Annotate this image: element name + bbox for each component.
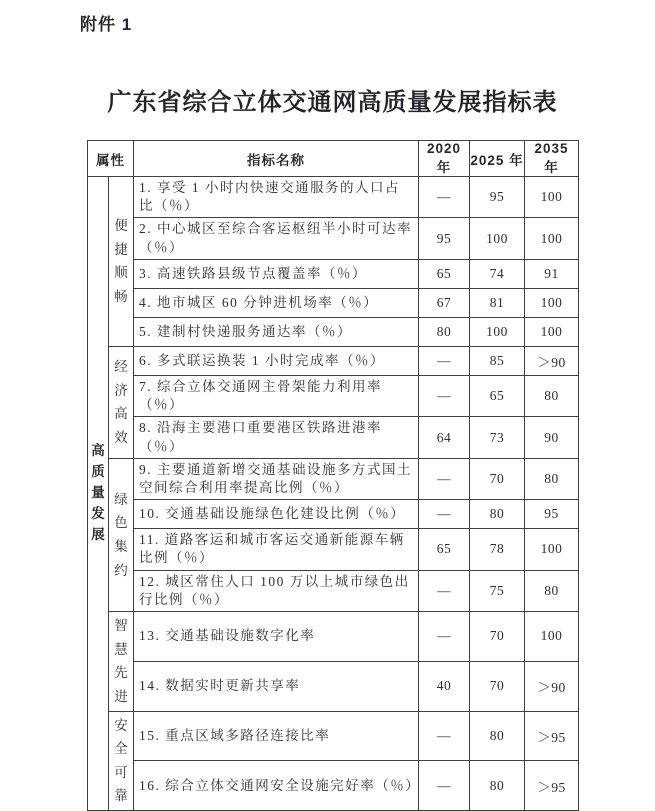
value-2020-cell: —: [419, 711, 470, 761]
value-2025-cell: 80: [470, 761, 525, 811]
header-attribute: 属性: [88, 141, 134, 177]
value-2035-cell: 90: [525, 417, 579, 458]
value-2025-cell: 78: [470, 529, 525, 570]
value-2035-cell: 100: [525, 529, 579, 570]
table-row: [88, 177, 579, 218]
value-2020-cell: —: [419, 375, 470, 416]
category-cell: 安全可靠: [109, 711, 134, 811]
table-row: [88, 458, 579, 499]
category-cell: 绿色集约: [109, 458, 134, 611]
value-2035-cell: 95: [525, 500, 579, 529]
table-row: [88, 612, 579, 662]
value-2025-cell: 80: [470, 711, 525, 761]
indicator-cell: 16. 综合立体交通网安全设施完好率（％）: [134, 761, 419, 811]
value-2035-cell: ＞95: [525, 711, 579, 761]
value-2020-cell: 67: [419, 288, 470, 317]
table-row: [88, 317, 579, 346]
value-2035-cell: 80: [525, 458, 579, 499]
value-2025-cell: 80: [470, 500, 525, 529]
value-2035-cell: 80: [525, 375, 579, 416]
header-year-2025: 2025 年: [470, 141, 525, 177]
value-2025-cell: 85: [470, 346, 525, 375]
value-2025-cell: 95: [470, 177, 525, 218]
table-row: [88, 218, 579, 259]
category-cell: 便捷顺畅: [109, 177, 134, 347]
indicator-cell: 12. 城区常住人口 100 万以上城市绿色出行比例（％）: [134, 570, 419, 611]
value-2025-cell: 70: [470, 661, 525, 711]
indicator-cell: 10. 交通基础设施绿色化建设比例（％）: [134, 500, 419, 529]
indicator-cell: 14. 数据实时更新共享率: [134, 661, 419, 711]
table-row: [88, 500, 579, 529]
value-2020-cell: 95: [419, 218, 470, 259]
value-2020-cell: —: [419, 346, 470, 375]
value-2035-cell: 100: [525, 317, 579, 346]
value-2035-cell: 100: [525, 612, 579, 662]
indicator-table: [87, 140, 579, 811]
page-title: 广东省综合立体交通网高质量发展指标表: [107, 89, 558, 116]
indicator-cell: 2. 中心城区至综合客运枢纽半小时可达率（％）: [134, 218, 419, 259]
table-row: [88, 259, 579, 288]
indicator-cell: 6. 多式联运换装 1 小时完成率（％）: [134, 346, 419, 375]
indicator-cell: 4. 地市城区 60 分钟进机场率（％）: [134, 288, 419, 317]
value-2020-cell: 80: [419, 317, 470, 346]
indicator-cell: 15. 重点区域多路径连接比率: [134, 711, 419, 761]
category-cell: 经济高效: [109, 346, 134, 458]
value-2025-cell: 65: [470, 375, 525, 416]
value-2025-cell: 73: [470, 417, 525, 458]
value-2020-cell: 64: [419, 417, 470, 458]
value-2020-cell: —: [419, 612, 470, 662]
value-2035-cell: 91: [525, 259, 579, 288]
value-2020-cell: —: [419, 177, 470, 218]
table-row: [88, 375, 579, 416]
table-row: [88, 346, 579, 375]
value-2020-cell: —: [419, 458, 470, 499]
indicator-cell: 5. 建制村快递服务通达率（％）: [134, 317, 419, 346]
value-2020-cell: —: [419, 500, 470, 529]
value-2025-cell: 70: [470, 458, 525, 499]
value-2035-cell: 80: [525, 570, 579, 611]
value-2035-cell: 100: [525, 177, 579, 218]
value-2025-cell: 74: [470, 259, 525, 288]
category-cell: 智慧先进: [109, 612, 134, 712]
value-2035-cell: ＞90: [525, 661, 579, 711]
table-row: [88, 761, 579, 811]
header-indicator: 指标名称: [134, 141, 419, 177]
indicator-cell: 11. 道路客运和城市客运交通新能源车辆比例（％）: [134, 529, 419, 570]
table-row: [88, 529, 579, 570]
value-2025-cell: 81: [470, 288, 525, 317]
header-year-2020: 2020 年: [419, 141, 470, 177]
value-2020-cell: —: [419, 570, 470, 611]
table-row: [88, 417, 579, 458]
value-2020-cell: 40: [419, 661, 470, 711]
table-row: [88, 288, 579, 317]
table-header-row: [88, 141, 579, 177]
value-2035-cell: 100: [525, 218, 579, 259]
value-2025-cell: 75: [470, 570, 525, 611]
table-row: [88, 711, 579, 761]
value-2025-cell: 100: [470, 317, 525, 346]
indicator-cell: 1. 享受 1 小时内快速交通服务的人口占比（％）: [134, 177, 419, 218]
value-2035-cell: ＞95: [525, 761, 579, 811]
value-2025-cell: 70: [470, 612, 525, 662]
table-row: [88, 661, 579, 711]
indicator-cell: 3. 高速铁路县级节点覆盖率（％）: [134, 259, 419, 288]
side-label-cell: 高质量发展: [88, 177, 109, 811]
header-year-2035: 2035 年: [525, 141, 579, 177]
value-2035-cell: ＞90: [525, 346, 579, 375]
attachment-label: 附件 1: [80, 15, 133, 34]
value-2020-cell: 65: [419, 529, 470, 570]
value-2025-cell: 100: [470, 218, 525, 259]
indicator-cell: 8. 沿海主要港口重要港区铁路进港率（％）: [134, 417, 419, 458]
value-2020-cell: —: [419, 761, 470, 811]
value-2035-cell: 100: [525, 288, 579, 317]
indicator-cell: 9. 主要通道新增交通基础设施多方式国土空间综合利用率提高比例（％）: [134, 458, 419, 499]
table-row: [88, 570, 579, 611]
indicator-cell: 7. 综合立体交通网主骨架能力利用率（％）: [134, 375, 419, 416]
indicator-cell: 13. 交通基础设施数字化率: [134, 612, 419, 662]
value-2020-cell: 65: [419, 259, 470, 288]
